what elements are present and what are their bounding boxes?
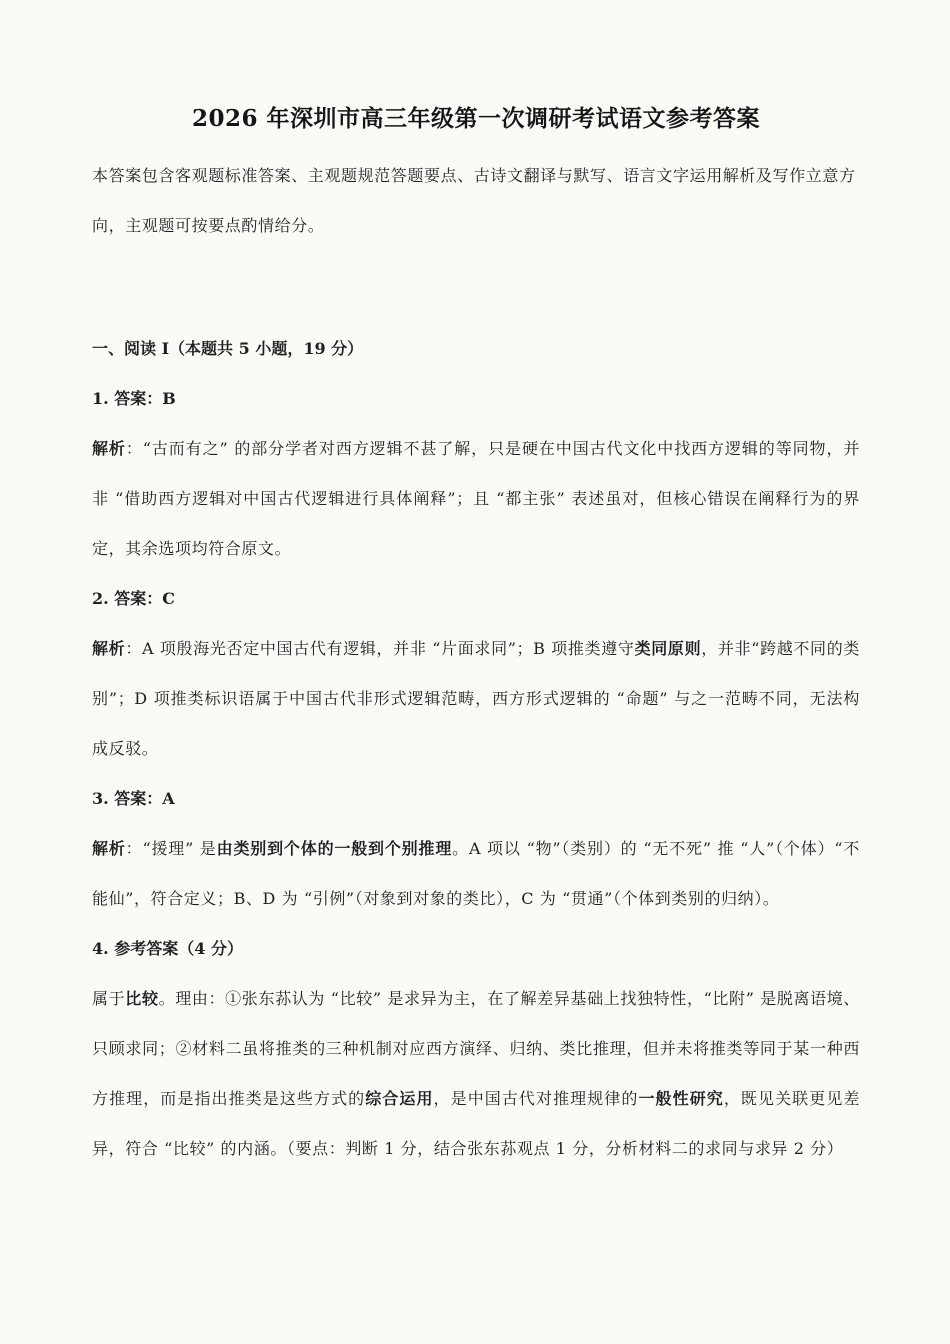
question-4-explanation <box>92 974 860 1174</box>
explanation-text: ：“古而有之” 的部分学者对西方逻辑不甚了解，只是硬在中国古代文化中找西方逻辑的等同物，并非 “借助西方逻辑对中国古代逻辑进行具体阐释”；且 “都主张” 表述虽对，但核心错误在阐释行为的界定，其余选项均符合原文。 <box>92 439 860 558</box>
explanation-text: 。理由：①张东荪认为 “比较” 是求异为主，在了解差异基础上找独特性，“比附” 是脱离语境、只顾求同；②材料二虽将推类的三种机制对应西方演绎、归纳、类比推理，但并未将推类等同于某一种西方推理，而是指出推类是这些方式的 <box>92 989 861 1108</box>
emphasis-text: 一般性研究 <box>638 1089 724 1108</box>
emphasis-text: 综合运用 <box>365 1089 434 1108</box>
explanation-text: 。A 项以 “物”（类别）的 “无不死” 推 “人”（个体）“不能仙”，符合定义；B、D 为 “引例”（对象到对象的类比），C 为 “贯通”（个体到类别的归纳）。 <box>92 839 860 908</box>
question-2-answer: 2. 答案：C <box>92 589 176 608</box>
page-title: 2026 年深圳市高三年级第一次调研考试语文参考答案 <box>191 105 761 132</box>
explanation-text: ，并非“跨越不同的类别”；D 项推类标识语属于中国古代非形式逻辑范畴，西方形式逻辑的 “命题” 与之一范畴不同，无法构成反驳。 <box>92 639 860 758</box>
explanation-text: ，既见关联更见差异，符合 “比较” 的内涵。（要点：判断 1 分，结合张东荪观点 1 分，分析材料二的求同与求异 2 分） <box>92 1089 860 1158</box>
question-3-explanation <box>92 824 860 924</box>
question-2-explanation <box>92 624 860 774</box>
explanation-label: 解析 <box>92 639 126 658</box>
emphasis-text: 比较 <box>125 989 159 1008</box>
emphasis-text: 由类别到个体的一般到个别推理 <box>216 839 453 858</box>
explanation-text: ，是中国古代对推理规律的 <box>433 1089 639 1108</box>
explanation-text: ：“援理” 是 <box>125 839 217 858</box>
section-heading: 一、阅读 I（本题共 5 小题，19 分） <box>92 339 364 358</box>
intro-paragraph: 本答案包含客观题标准答案、主观题规范答题要点、古诗文翻译与默写、语言文字运用解析及写作立意方向，主观题可按要点酌情给分。 <box>92 166 856 235</box>
question-4-answer: 4. 参考答案（4 分） <box>92 939 243 958</box>
question-3-answer: 3. 答案：A <box>92 789 175 808</box>
explanation-text: ：A 项殷海光否定中国古代有逻辑，并非 “片面求同”；B 项推类遵守 <box>125 639 635 658</box>
explanation-label: 解析 <box>92 439 126 458</box>
emphasis-text: 类同原则 <box>634 639 702 658</box>
question-1-answer: 1. 答案：B <box>92 389 176 408</box>
explanation-text: 属于 <box>92 989 126 1008</box>
explanation-label: 解析 <box>92 839 126 858</box>
question-1-explanation <box>92 424 860 574</box>
